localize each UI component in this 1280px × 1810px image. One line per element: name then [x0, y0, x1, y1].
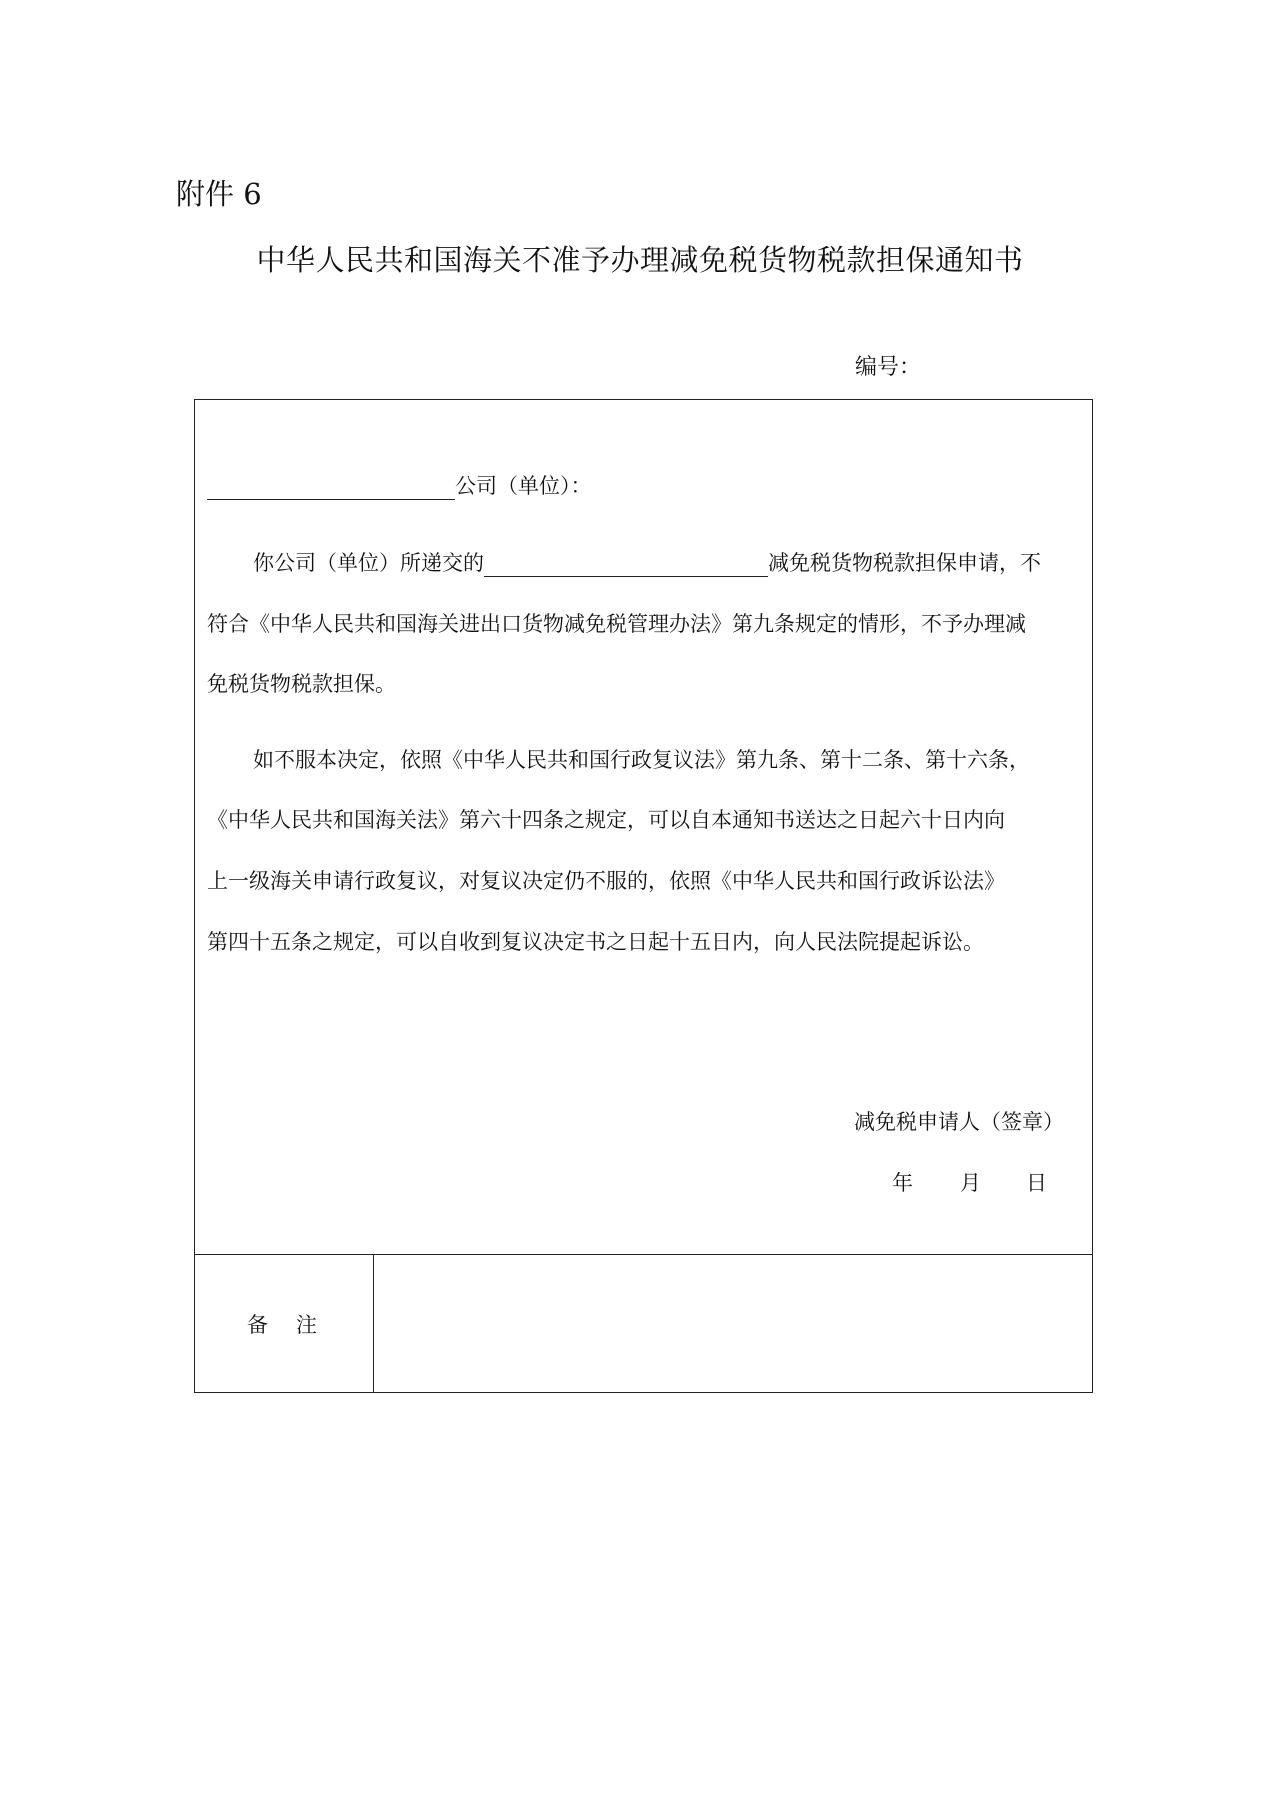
paragraph-2-line-2: 《中华人民共和国海关法》第六十四条之规定，可以自本通知书送达之日起六十日内向 [207, 808, 1005, 832]
paragraph-2-line-4: 第四十五条之规定，可以自收到复议决定书之日起十五日内，向人民法院提起诉讼。 [207, 930, 984, 954]
notice-table [194, 399, 1093, 1393]
document-title: 中华人民共和国海关不准予办理减免税货物税款担保通知书 [256, 243, 1024, 277]
serial-number-label: 编号： [855, 355, 922, 380]
attachment-label: 附件 6 [176, 177, 262, 211]
remarks-label-cell [195, 1255, 374, 1392]
remarks-label: 备注 [247, 1313, 345, 1337]
paragraph-1-line-1 [253, 547, 1041, 577]
paragraph-1-line-2: 符合《中华人民共和国海关进出口货物减免税管理办法》第九条规定的情形，不予办理减 [207, 612, 1026, 636]
addressee-suffix: 公司（单位）： [455, 474, 592, 498]
addressee-line [207, 470, 592, 500]
company-name-blank [207, 477, 455, 500]
paragraph-2-line-1: 如不服本决定，依照《中华人民共和国行政复议法》第九条、第十二条、第十六条， [253, 748, 1030, 772]
paragraph-1-line-3: 免税货物税款担保。 [207, 672, 396, 696]
application-blank [484, 554, 768, 577]
remarks-value-cell[interactable] [374, 1255, 1092, 1392]
paragraph-2-line-3: 上一级海关申请行政复议，对复议决定仍不服的，依照《中华人民共和国行政诉讼法》 [207, 869, 1005, 893]
date-month: 月 [960, 1171, 981, 1195]
date-day: 日 [1026, 1171, 1047, 1195]
applicant-signature-label: 减免税申请人（签章） [854, 1110, 1064, 1134]
date-year: 年 [892, 1171, 913, 1195]
para1-prefix: 你公司（单位）所递交的 [253, 551, 484, 575]
notice-body-cell [195, 400, 1092, 1255]
para1-suffix: 减免税货物税款担保申请，不 [768, 551, 1041, 575]
